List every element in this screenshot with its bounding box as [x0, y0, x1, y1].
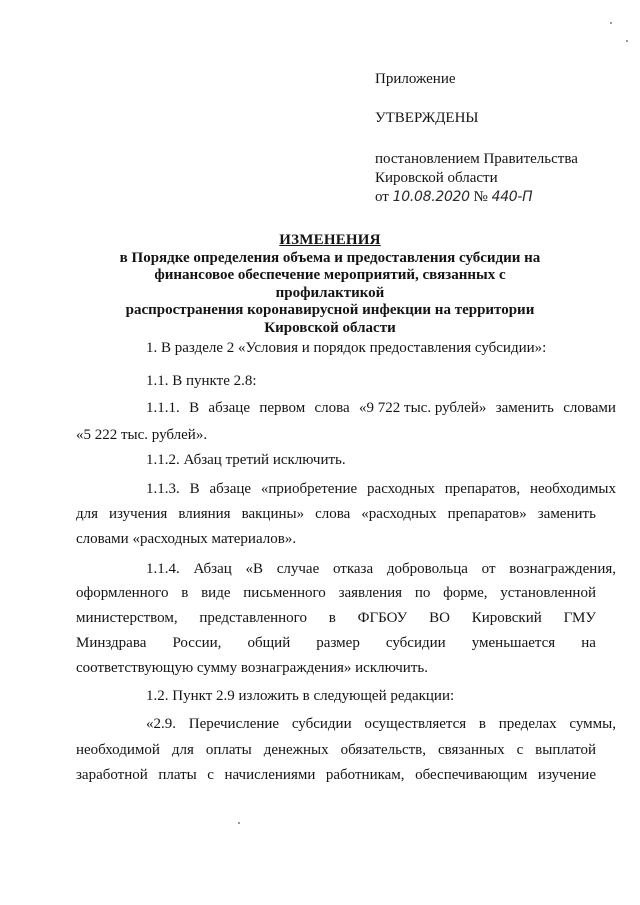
word: необходимой	[76, 742, 160, 758]
word: России,	[172, 635, 222, 651]
word: по	[414, 585, 431, 601]
word: связанных	[437, 742, 505, 758]
body-line-justified	[146, 561, 616, 578]
word: отказа	[332, 561, 374, 577]
word: абзаце	[208, 400, 250, 416]
word: общий	[247, 635, 291, 651]
word: виде	[201, 585, 231, 601]
word: словами	[563, 400, 616, 416]
word: оплаты	[205, 742, 252, 758]
word: Абзац	[193, 561, 232, 577]
word: для	[171, 742, 194, 758]
decree-line-1: постановлением Правительства	[375, 151, 578, 167]
word: денежных	[263, 742, 329, 758]
word: Минздрава	[76, 635, 147, 651]
word: обеспечивающим	[415, 767, 528, 783]
body-line-justified	[76, 742, 596, 759]
word: в	[181, 585, 189, 601]
word: Кировский	[471, 610, 542, 626]
word: работникам,	[325, 767, 405, 783]
word: В	[189, 481, 200, 497]
word: «В	[245, 561, 264, 577]
heading-title: ИЗМЕНЕНИЯ	[279, 232, 381, 248]
word: 1.1.1.	[146, 400, 180, 416]
body-line: 1.2. Пункт 2.9 изложить в следующей редакции:	[146, 688, 455, 704]
word: с	[516, 742, 524, 758]
heading-line: Кировской области	[264, 319, 396, 336]
approval-block	[375, 70, 615, 207]
scan-speck	[238, 822, 240, 824]
word: добровольца	[386, 561, 468, 577]
word: расходных	[367, 481, 435, 497]
body-line: 1. В разделе 2 «Условия и порядок предоставления субсидии»:	[146, 340, 547, 356]
handwritten-number: 440-П	[491, 189, 533, 205]
word: ВО	[429, 610, 450, 626]
word: размер	[316, 635, 360, 651]
body-line-justified	[146, 400, 616, 417]
word: начислениями	[224, 767, 316, 783]
word: первом	[259, 400, 306, 416]
word: в	[328, 610, 336, 626]
body-line-justified	[76, 506, 596, 523]
word: «расходных	[361, 506, 437, 522]
body-line: соответствующую сумму вознаграждения» исключить.	[76, 660, 428, 676]
decree-date-line	[375, 188, 615, 207]
date-prefix: от	[375, 189, 389, 205]
body-line: 1.1.2. Абзац третий исключить.	[146, 452, 346, 468]
word: уменьшается	[471, 635, 556, 651]
word: вакцины»	[241, 506, 305, 522]
scan-speck	[610, 22, 612, 24]
word: изучения	[109, 506, 168, 522]
body-line: словами «расходных материалов».	[76, 531, 297, 547]
appendix-label: Приложение	[375, 71, 456, 87]
word: для	[76, 506, 99, 522]
word: «2.9.	[146, 716, 176, 732]
word: изучение	[537, 767, 596, 783]
body-line: «5 222 тыс. рублей».	[76, 427, 208, 443]
body-line: 1.1. В пункте 2.8:	[146, 373, 257, 389]
word: оформленного	[76, 585, 169, 601]
word: 1.1.3.	[146, 481, 180, 497]
word: обязательств,	[340, 742, 427, 758]
body-line-justified	[146, 716, 616, 733]
word: В	[189, 400, 200, 416]
word: пределах	[498, 716, 557, 732]
word: в	[478, 716, 487, 732]
word: слова	[314, 400, 350, 416]
word: «9 722 тыс. рублей»	[359, 400, 487, 416]
number-sign: №	[473, 189, 488, 205]
word: министерством,	[76, 610, 178, 626]
word: установленной	[500, 585, 596, 601]
word: заработной	[76, 767, 148, 783]
word: представленного	[199, 610, 307, 626]
document-heading	[110, 232, 550, 337]
word: платы	[158, 767, 197, 783]
handwritten-date: 10.08.2020	[392, 189, 470, 205]
word: необходимых	[529, 481, 616, 497]
word: с	[207, 767, 214, 783]
heading-line: финансовое обеспечение мероприятий, связанных с профилактикой	[154, 267, 506, 301]
heading-line: в Порядке определения объема и предоставления субсидии на	[119, 249, 541, 266]
body-line-justified	[76, 585, 596, 602]
scan-speck	[626, 40, 628, 42]
word: на	[581, 635, 596, 651]
word: субсидии	[291, 716, 352, 732]
word: случае	[276, 561, 320, 577]
word: суммы,	[569, 716, 616, 732]
heading-line: распространения коронавирусной инфекции на территории	[125, 302, 535, 318]
word: заменить	[537, 506, 596, 522]
word: выплатой	[535, 742, 596, 758]
word: ГМУ	[563, 610, 596, 626]
word: препаратов»	[447, 506, 527, 522]
word: слова	[315, 506, 351, 522]
word: ФГБОУ	[357, 610, 408, 626]
word: заявления	[338, 585, 403, 601]
body-line-justified	[146, 481, 616, 498]
body-line-justified	[76, 635, 596, 652]
word: осуществляется	[364, 716, 467, 732]
body-line-justified	[76, 767, 596, 784]
word: влияния	[178, 506, 231, 522]
decree-line-2: Кировской области	[375, 170, 498, 186]
word: «приобретение	[260, 481, 358, 497]
approved-label: УТВЕРЖДЕНЫ	[375, 110, 479, 126]
word: абзаце	[209, 481, 252, 497]
word: заменить	[495, 400, 554, 416]
word: препаратов,	[444, 481, 521, 497]
word: Перечисление	[188, 716, 280, 732]
word: форме,	[443, 585, 488, 601]
word: 1.1.4.	[146, 561, 180, 577]
body-line-justified	[76, 610, 596, 627]
word: письменного	[243, 585, 326, 601]
word: вознаграждения,	[509, 561, 616, 577]
word: субсидии	[385, 635, 446, 651]
word: от	[481, 561, 496, 577]
